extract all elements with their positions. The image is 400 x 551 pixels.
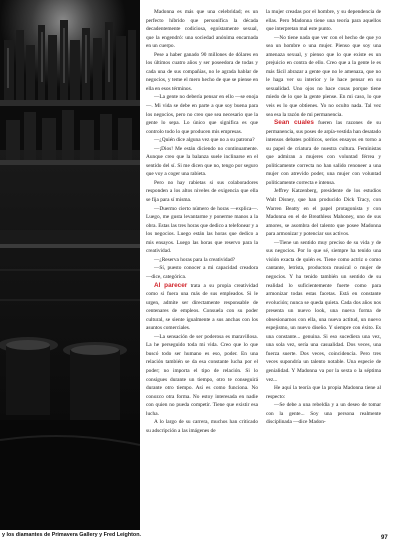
paragraph: —Duermo cierto número de horas —explica—. Luego, me gusta levantarme y ponerme manos a la obra. Estas las tres horas que dedico a telefonear y a los negocios. Luego están las horas que dedico a mis ensayos. Luego las horas que reservo para la creatividad. [146, 205, 258, 255]
paragraph-text: trata a su propia creatividad como si fuera una más de sus empleados. Si le urgen, admite ser directamente responsable de centenares de empleos. Consuela con su poder cultural, se siente igualmente a sus anchas con los asuntos comerciales. [146, 282, 259, 332]
paragraph-text: fueren las razones de su permanencia, sus poses de arpía-vestida han desatado intensos debates políticos, serios ensayos en torno a su papel de criatura de nuestra cultura. Feministas que admiran a mujeres con voluntad férrea y políticamente correcta no han salido renoneer a una mujer con atrevido poder, una mujer con voluntad políticamente correcta e intensa. [266, 120, 381, 186]
paragraph: Madonna es más que una celebridad; es un perfecto híbrido que personifica la década decadentemente codiciosa, egoístamente sexual, que la engendró: una sociedad anónima encarnada en un cuerpo. [146, 9, 258, 50]
paragraph: —Se debe a una rebeldía y a un deseo de tomar con la gente... Soy una persona realmente disciplinada —dice Madon- [266, 402, 381, 426]
paragraph: Pero no hay rabietas si sus colaboradores responden a los altos niveles de exigencia que ella se fija para sí misma. [146, 179, 258, 204]
paragraph [146, 282, 258, 333]
paragraph: —¿Quién dice alguna vez que no a su patrona? [154, 137, 255, 144]
paragraph: —¡Dios! Me están diciendo no continuamente. Aunque creo que la balanza suele inclinarse en el sentido del sí. Si me dicen que no, tengo por seguro que voy a coger una rabieta. [146, 145, 258, 178]
paragraph: —La gente no debería pensar en ello —se enoja—. Mi vida se debe en parte a que soy buena para los negocios, pero no creo que sea necesario que la gente lo sepa. Lo único que significa es que controlo todo lo que producen mis empresas. [146, 94, 258, 135]
paragraph: —Tiene un sentido muy preciso de su vida y de sus negocios. Por lo que sé, siempre ha tenido una visión exacta de quién es. Tiene como actriz o como cantante, letrista, productora musical o mujer de negocios. Y ha tenido también un sentido de su realidad lo suficientemente fuerte como para armonizar todas estas facetas. Está en constante evolución; nunca se queda quieta. Cada dos años nos presenta un nuevo look, una nueva forma de obsesionarnos con ella, una nueva actitud, un nuevo espejismo, un nuevo diseño. Y siempre con éxito. Es una constante... genuina. Si eso sucediera una vez, una sola vez, sería una casualidad. Dos veces, una fuerza suerte. Dos veces, coincidencia. Pero tres veces supondría un talento notable. Una especie de genialidad. Y Madonna va por la sexta o la séptima vez... [266, 239, 381, 383]
paragraph: He aquí la teoría que la propia Madonna tiene al respecto: [266, 385, 381, 400]
paragraph: —¿Reserva horas para la creatividad? [154, 256, 236, 263]
article-column-2 [266, 8, 381, 427]
paragraph: la mujer creadas por el hombre, y su dependencia de ellas. Pero Madonna tiene una teoría para aquellos que interpretan mal este punto. [266, 9, 381, 33]
photo-illustration [0, 0, 140, 530]
paragraph [266, 119, 381, 187]
paragraph: A lo largo de su carrera, muchos han criticado su adscripción a las imágenes de [146, 419, 258, 434]
paragraph: Pese a haber ganado 90 millones de dólares en los últimos cuatro años y ser poseedora de todas y cada una de sus compañías, no le agrada hablar de negocios, y teme el mero hecho de que se piense en ella en esos términos. [146, 51, 258, 92]
bar-photograph [0, 0, 140, 530]
photo-caption: y los diamantes de Primavera Gallery y Fred Leighton. [2, 532, 142, 538]
red-lead-in: Al parecer [154, 281, 188, 289]
red-lead-in: Sean cuales [274, 119, 314, 127]
page-number: 97 [381, 535, 388, 541]
paragraph: —Sí, puesto conocer a mi capacidad creadora —dice, categórica. [146, 265, 258, 280]
article-column-1 [146, 8, 258, 435]
paragraph: Jeffrey Katzenberg, presidente de los estudios Walt Disney, que han producido Dick Tracy, con Warren Beatty en el papel protagonista y con Madonna en el de Breathless Mahoney, uno de sus amores, se asombra del talento que posee Madonna para armonizar y potenciar sus activos. [266, 188, 381, 238]
paragraph: —La sensación de ser poderosa es maravillosa. La he perseguido toda mi vida. Creo que lo que buscó todo ser humano es eso, poder. En una relación también se da esa constante lucha por el poder; no importa el tipo de relación. Si lo consigues durante un tiempo, otro te conseguirá durante otro tiempo. Así es como funciona. No conozco otra forma. No estoy interesada en nadie con quien no pueda competir. Tiene que existir esa lucha. [146, 333, 258, 417]
paragraph: —No tiene nada que ver con el hecho de que yo sea un hombre o una mujer. Pienso que soy una amenaza sexual, y pienso que lo que existe es un prejuicio en contra de ello. Creo que a la gente le es más fácil abrazar a gente que no le amenaza, que no le haga ver su interior y le hace pensar en su sexualidad. Uno ojos no hace cosas porque tiene miedo de lo que la gente piense. En mi caso, lo que veis es lo que obtienes. Yo no oculto nada. Tal vez sea esa la razón de mi permanencia. [266, 34, 381, 118]
